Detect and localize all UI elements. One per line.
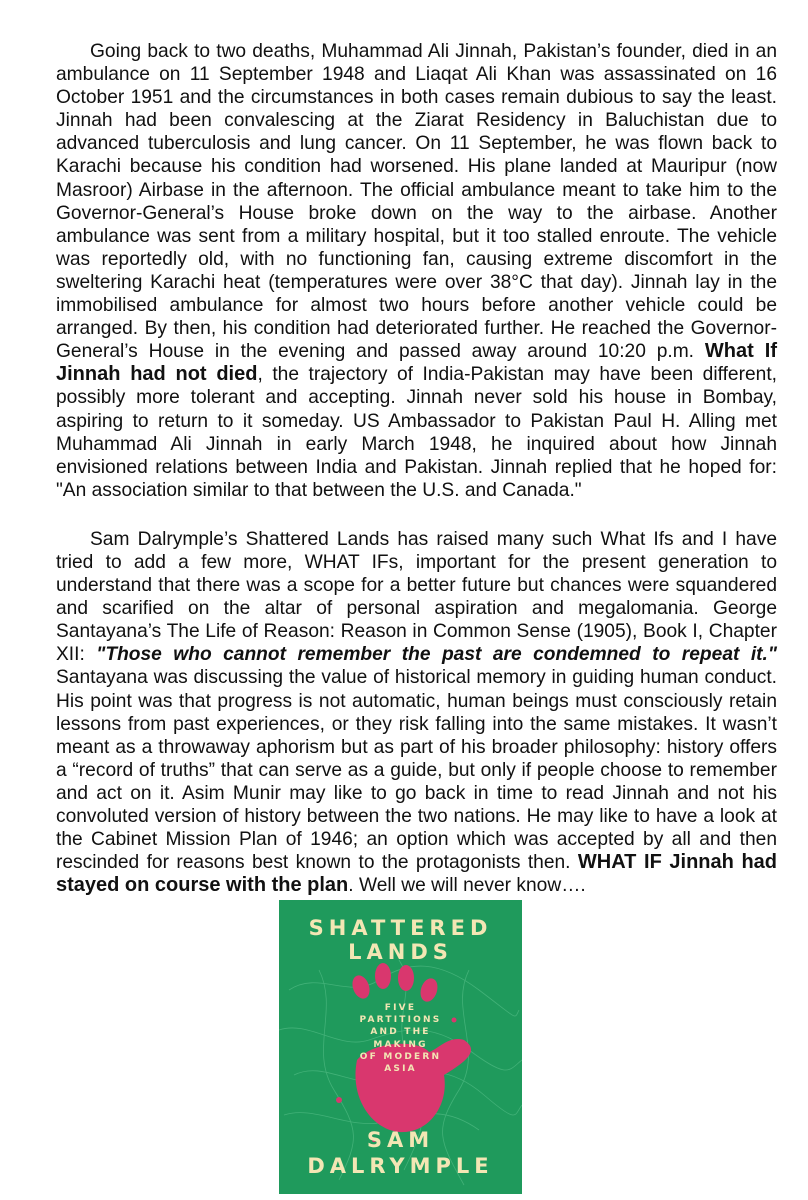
book-author-line-2: DALRYMPLE (307, 1154, 494, 1178)
paragraph-1-text-b: , the trajectory of India-Pakistan may have been different, possibly more tolerant and accepting. Jinnah never sold his house in Bombay, aspiring to return to it someday. US Ambassador to Pakistan Paul H. Alling met Muhammad Ali Jinnah in early March 1948, he inquired about how Jinnah envisioned relations between India and Pakistan. Jinnah replied that he hoped for: "An association similar to that between the U.S. and Canada." (56, 364, 777, 501)
book-subtitle-line: OF MODERN (359, 1051, 442, 1062)
book-author-line-1: SAM (366, 1128, 435, 1152)
article-body (56, 40, 777, 897)
book-title-line-1: SHATTERED (308, 916, 493, 940)
book-title-line-2: LANDS (348, 940, 453, 964)
paragraph-2-text-c: . Well we will never know…. (348, 875, 586, 897)
book-subtitle (279, 1002, 522, 1075)
paragraph-2 (56, 528, 777, 898)
book-cover-image (279, 900, 522, 1194)
book-subtitle-line: FIVE (384, 1003, 417, 1013)
paragraph-1-bold-phrase: What If Jinnah had not died (56, 340, 777, 386)
book-subtitle-line: AND THE (370, 1027, 431, 1038)
paragraph-1 (56, 40, 777, 502)
paragraph-2-bold-phrase: WHAT IF Jinnah had stayed on course with the plan (56, 851, 778, 897)
book-subtitle-line: PARTITIONS (359, 1015, 442, 1026)
santayana-quote: "Those who cannot remember the past are condemned to repeat it." (96, 644, 777, 666)
paragraph-2-text-a: Sam Dalrymple’s Shattered Lands has raised many such What Ifs and I have tried to add a few more, WHAT IFs, important for the present generation to understand that there was a scope for a better future but chances were squandered and scarified on the altar of personal aspiration and megalomania. George Santayana’s The Life of Reason: Reason in Common Sense (1905), Book I, Chapter XII: (56, 528, 777, 666)
book-subtitle-line: MAKING (373, 1039, 428, 1050)
book-subtitle-line: ASIA (384, 1064, 417, 1075)
paragraph-1-text-a: Going back to two deaths, Muhammad Ali Jinnah, Pakistan’s founder, died in an ambulance on 11 September 1948 and Liaqat Ali Khan was assassinated on 16 October 1951 and the circumstances in both cases remain dubious to say the least. Jinnah had been convalescing at the Ziarat Residency in Baluchistan due to advanced tuberculosis and lung cancer. On 11 September, he was flown back to Karachi because his condition had worsened. His plane landed at Mauripur (now Masroor) Airbase in the afternoon. The official ambulance meant to take him to the Governor-General’s House broke down on the way to the airbase. Another ambulance was sent from a military hospital, but it too stalled enroute. The vehicle was reportedly old, with no functioning fan, causing extreme discomfort in the sweltering Karachi heat (temperatures were over 38°C that day). Jinnah lay in the immobilised ambulance for almost two hours before another vehicle could be arranged. By then, his condition had deteriorated further. He reached the Governor-General’s House in the evening and passed away around 10:20 p.m. (56, 41, 777, 363)
paragraph-2-text-b: Santayana was discussing the value of historical memory in guiding human conduct. His point was that progress is not automatic, human beings must consciously retain lessons from past experiences, or they risk falling into the same mistakes. It wasn’t meant as a throwaway aphorism but as part of his broader philosophy: history offers a “record of truths” that can serve as a guide, but only if people choose to remember and act on it. Asim Munir may like to go back in time to read Jinnah and not his convoluted version of history between the two nations. He may like to have a look at the Cabinet Mission Plan of 1946; an option which was accepted by all and then rescinded for reasons best known to the protagonists then. (56, 667, 777, 874)
